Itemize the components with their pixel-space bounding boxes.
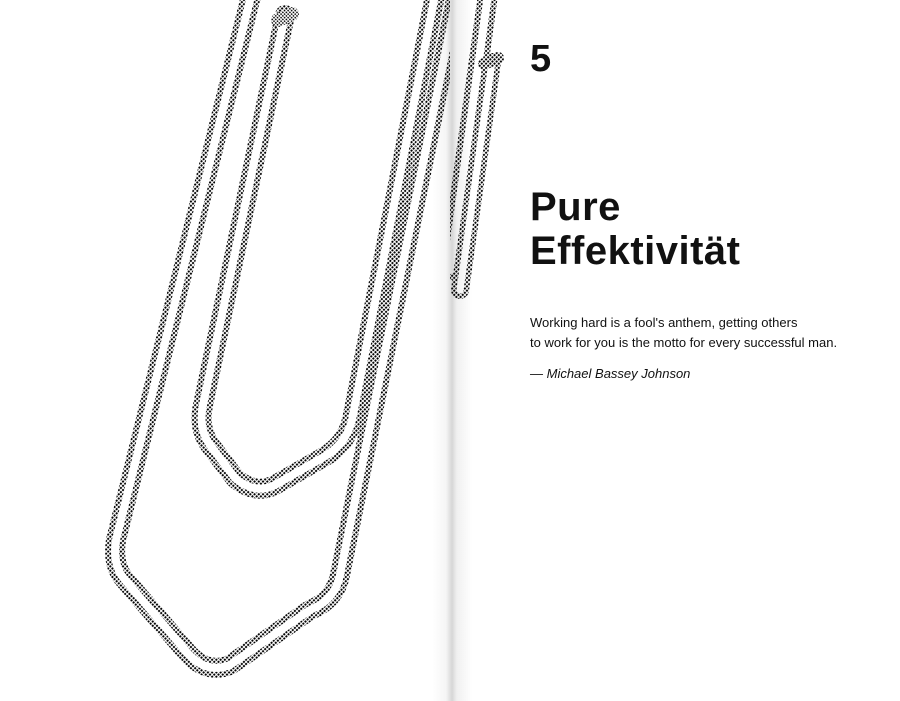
paperclip-continuation-icon [450, 0, 510, 701]
quote-line: Working hard is a fool's anthem, getting others [530, 315, 798, 330]
quote-line: to work for you is the motto for every successful man. [530, 335, 838, 350]
chapter-title [530, 185, 741, 273]
right-page [450, 0, 900, 701]
quote-text [530, 313, 890, 353]
chapter-title-line: Effektivität [530, 229, 741, 273]
chapter-title-line: Pure [530, 185, 621, 229]
chapter-number: 5 [530, 38, 552, 80]
quote-author: — Michael Bassey Johnson [530, 366, 691, 381]
